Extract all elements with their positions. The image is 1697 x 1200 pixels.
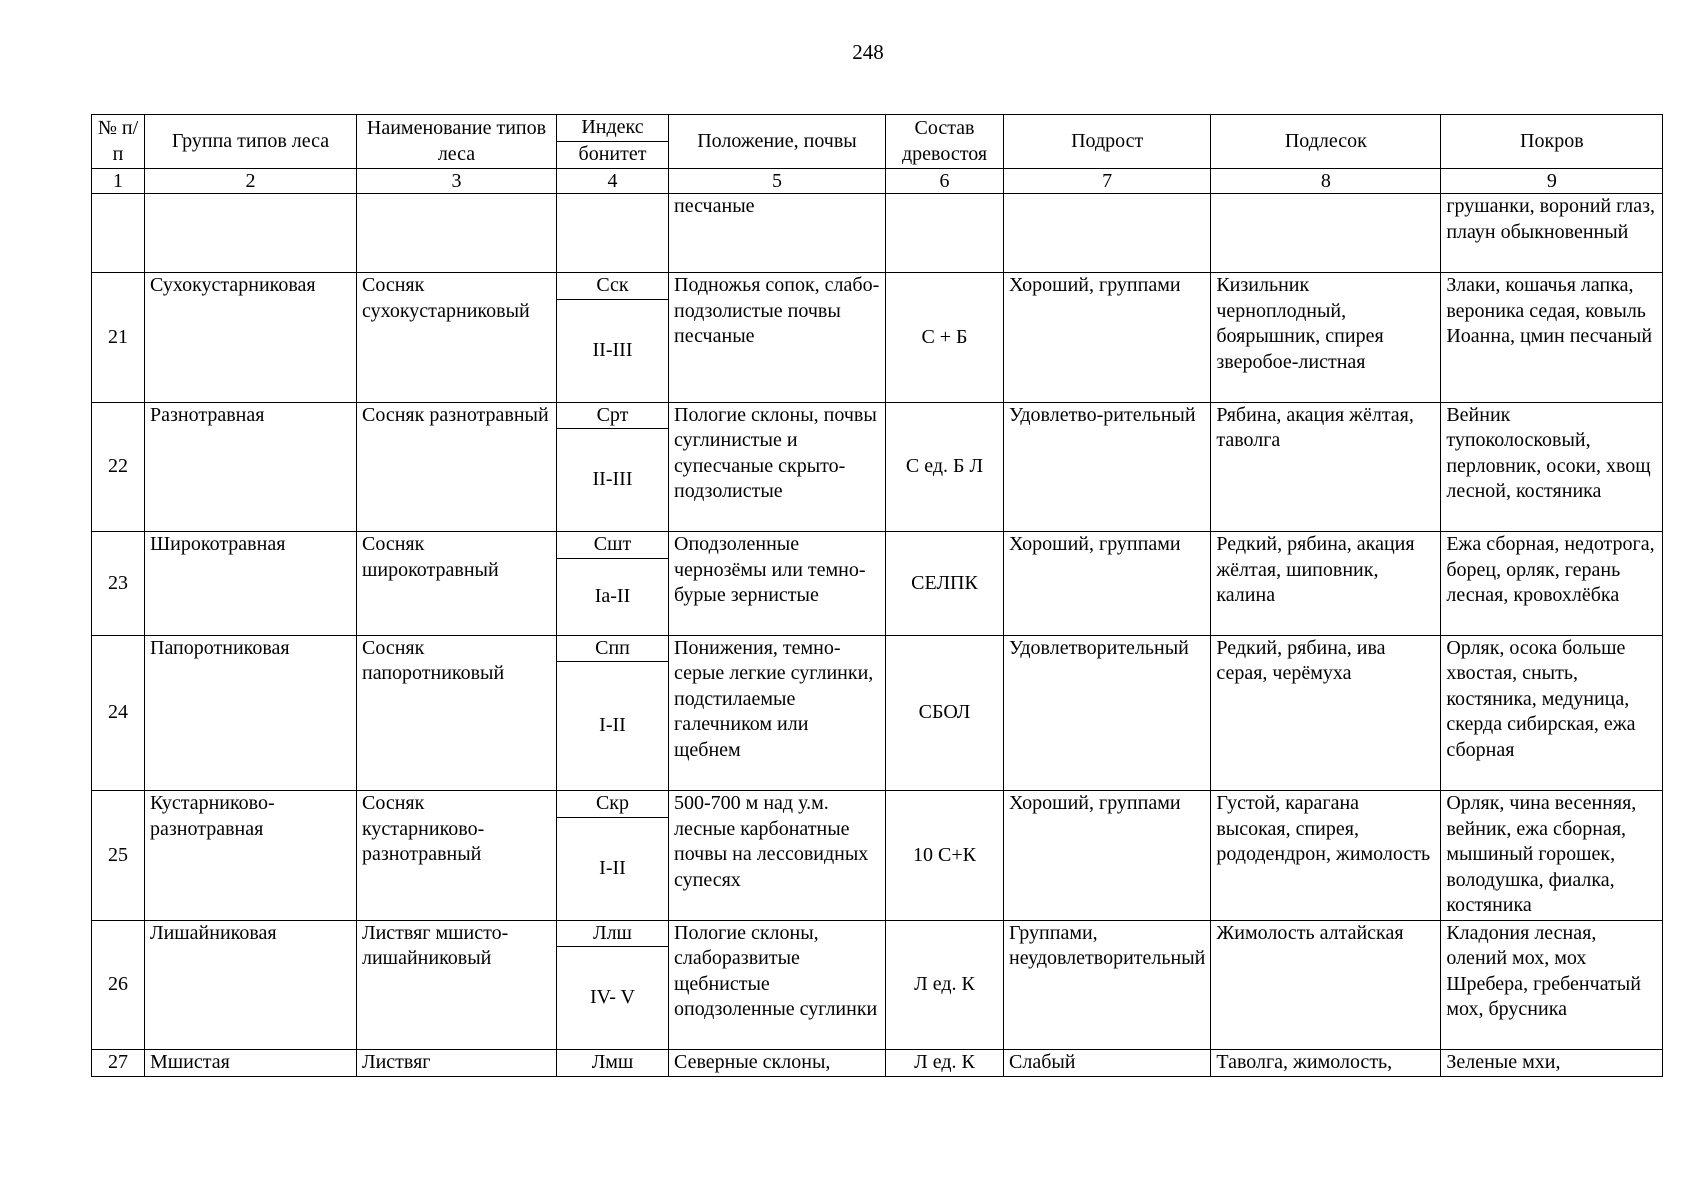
- cell-composition: СЕЛПК: [886, 532, 1004, 636]
- cell-underbrush: Редкий, рябина, ива серая, черёмуха: [1211, 635, 1441, 791]
- cell-index: Спп: [557, 635, 669, 662]
- cell-bonitet: IV- V: [557, 947, 669, 1050]
- cell-position: песчаные: [669, 194, 886, 273]
- column-numbers-row: [92, 169, 1663, 194]
- header-cover: Покров: [1441, 115, 1663, 169]
- cell-empty: [886, 194, 1004, 273]
- cell-bonitet: Ia-II: [557, 558, 669, 635]
- cell-name: Сосняк сухокустарниковый: [357, 273, 557, 403]
- cell-num: 25: [92, 791, 145, 921]
- cell-undergrowth: Удовлетворительный: [1004, 635, 1211, 791]
- cell-name: Сосняк широкотравный: [357, 532, 557, 636]
- cell-undergrowth: Слабый: [1004, 1050, 1211, 1077]
- cell-group: Кустарниково-разнотравная: [145, 791, 357, 921]
- cell-position: Оподзоленные чернозёмы или темно-бурые зернистые: [669, 532, 886, 636]
- cell-composition: 10 С+К: [886, 791, 1004, 921]
- cell-index: Лмш: [557, 1050, 669, 1077]
- header-num: № п/п: [92, 115, 145, 169]
- cell-name: Сосняк папоротниковый: [357, 635, 557, 791]
- cell-empty: [92, 194, 145, 273]
- table-row: [92, 791, 1663, 818]
- column-number: 2: [145, 169, 357, 194]
- cell-group: Сухокустарниковая: [145, 273, 357, 403]
- header-position: Положение, почвы: [669, 115, 886, 169]
- header-name: Наименование типов леса: [357, 115, 557, 169]
- cell-name: Сосняк разнотравный: [357, 402, 557, 532]
- header-underbrush: Подлесок: [1211, 115, 1441, 169]
- cell-underbrush: Жимолость алтайская: [1211, 920, 1441, 1050]
- cell-undergrowth: Хороший, группами: [1004, 273, 1211, 403]
- cell-undergrowth: Хороший, группами: [1004, 791, 1211, 921]
- cell-num: 23: [92, 532, 145, 636]
- cell-name: Листвяг мшисто-лишайниковый: [357, 920, 557, 1050]
- cell-position: 500-700 м над у.м. лесные карбонатные почвы на лессовидных супесях: [669, 791, 886, 921]
- cell-undergrowth: Хороший, группами: [1004, 532, 1211, 636]
- table-row: [92, 920, 1663, 947]
- table-row: [92, 273, 1663, 300]
- cell-group: Широкотравная: [145, 532, 357, 636]
- column-number: 9: [1441, 169, 1663, 194]
- cell-bonitet: I-II: [557, 817, 669, 920]
- cell-group: Лишайниковая: [145, 920, 357, 1050]
- cell-position: Подножья сопок, слабо-подзолистые почвы песчаные: [669, 273, 886, 403]
- header-row: [92, 115, 1663, 142]
- cell-group: Папоротниковая: [145, 635, 357, 791]
- cell-num: 21: [92, 273, 145, 403]
- table-row: [92, 635, 1663, 662]
- cell-underbrush: Таволга, жимолость,: [1211, 1050, 1441, 1077]
- cell-group: Мшистая: [145, 1050, 357, 1077]
- cell-index: Ллш: [557, 920, 669, 947]
- cell-empty: [145, 194, 357, 273]
- cell-empty: [1004, 194, 1211, 273]
- cell-underbrush: Редкий, рябина, акация жёлтая, шиповник, калина: [1211, 532, 1441, 636]
- cell-name: Сосняк кустарниково-разнотравный: [357, 791, 557, 921]
- cell-bonitet: II-III: [557, 299, 669, 402]
- column-number: 8: [1211, 169, 1441, 194]
- cell-underbrush: Густой, карагана высокая, спирея, рододендрон, жимолость: [1211, 791, 1441, 921]
- cell-composition: Л ед. К: [886, 1050, 1004, 1077]
- table-row: [92, 532, 1663, 559]
- cell-underbrush: Кизильник черноплодный, боярышник, спирея зверобое-листная: [1211, 273, 1441, 403]
- cell-cover: Зеленые мхи,: [1441, 1050, 1663, 1077]
- cell-composition: С + Б: [886, 273, 1004, 403]
- page-number: 248: [852, 40, 884, 64]
- header-composition: Состав древостоя: [886, 115, 1004, 169]
- cell-num: 26: [92, 920, 145, 1050]
- cell-position: Северные склоны,: [669, 1050, 886, 1077]
- cell-name: Листвяг: [357, 1050, 557, 1077]
- cell-cover: Орляк, осока больше хвостая, сныть, костяника, медуница, скерда сибирская, ежа сборная: [1441, 635, 1663, 791]
- cell-underbrush: Рябина, акация жёлтая, таволга: [1211, 402, 1441, 532]
- column-number: 4: [557, 169, 669, 194]
- cell-position: Понижения, темно-серые легкие суглинки, подстилаемые галечником или щебнем: [669, 635, 886, 791]
- column-number: 1: [92, 169, 145, 194]
- cell-cover: грушанки, вороний глаз, плаун обыкновенный: [1441, 194, 1663, 273]
- column-number: 6: [886, 169, 1004, 194]
- table-row: [92, 402, 1663, 429]
- cell-num: 27: [92, 1050, 145, 1077]
- header-bonitet: бонитет: [557, 142, 669, 169]
- cell-index: Сшт: [557, 532, 669, 559]
- cell-num: 24: [92, 635, 145, 791]
- continuation-row: [92, 194, 1663, 273]
- cell-index: Срт: [557, 402, 669, 429]
- cell-cover: Кладония лесная, олений мох, мох Шребера, гребенчатый мох, брусника: [1441, 920, 1663, 1050]
- cell-index: Сск: [557, 273, 669, 300]
- column-number: 7: [1004, 169, 1211, 194]
- cell-cover: Злаки, кошачья лапка, вероника седая, ковыль Иоанна, цмин песчаный: [1441, 273, 1663, 403]
- cell-position: Пологие склоны, слаборазвитые щебнистые оподзоленные суглинки: [669, 920, 886, 1050]
- column-number: 3: [357, 169, 557, 194]
- cell-cover: Вейник тупоколосковый, перловник, осоки, хвощ лесной, костяника: [1441, 402, 1663, 532]
- cell-empty: [557, 194, 669, 273]
- header-group: Группа типов леса: [145, 115, 357, 169]
- cell-empty: [357, 194, 557, 273]
- header-index: Индекс: [557, 115, 669, 142]
- cell-position: Пологие склоны, почвы суглинистые и супесчаные скрыто-подзолистые: [669, 402, 886, 532]
- cell-composition: С ед. Б Л: [886, 402, 1004, 532]
- table-row: [92, 1050, 1663, 1077]
- cell-empty: [1211, 194, 1441, 273]
- header-undergrowth: Подрост: [1004, 115, 1211, 169]
- column-number: 5: [669, 169, 886, 194]
- cell-cover: Ежа сборная, недотрога, борец, орляк, герань лесная, кровохлёбка: [1441, 532, 1663, 636]
- cell-bonitet: I-II: [557, 662, 669, 791]
- forest-types-table: [91, 114, 1663, 1077]
- cell-cover: Орляк, чина весенняя, вейник, ежа сборная, мышиный горошек, володушка, фиалка, костяника: [1441, 791, 1663, 921]
- cell-bonitet: II-III: [557, 429, 669, 532]
- cell-num: 22: [92, 402, 145, 532]
- cell-index: Скр: [557, 791, 669, 818]
- cell-undergrowth: Группами, неудовлетворительный: [1004, 920, 1211, 1050]
- cell-undergrowth: Удовлетво-рительный: [1004, 402, 1211, 532]
- cell-composition: СБОЛ: [886, 635, 1004, 791]
- cell-group: Разнотравная: [145, 402, 357, 532]
- cell-composition: Л ед. К: [886, 920, 1004, 1050]
